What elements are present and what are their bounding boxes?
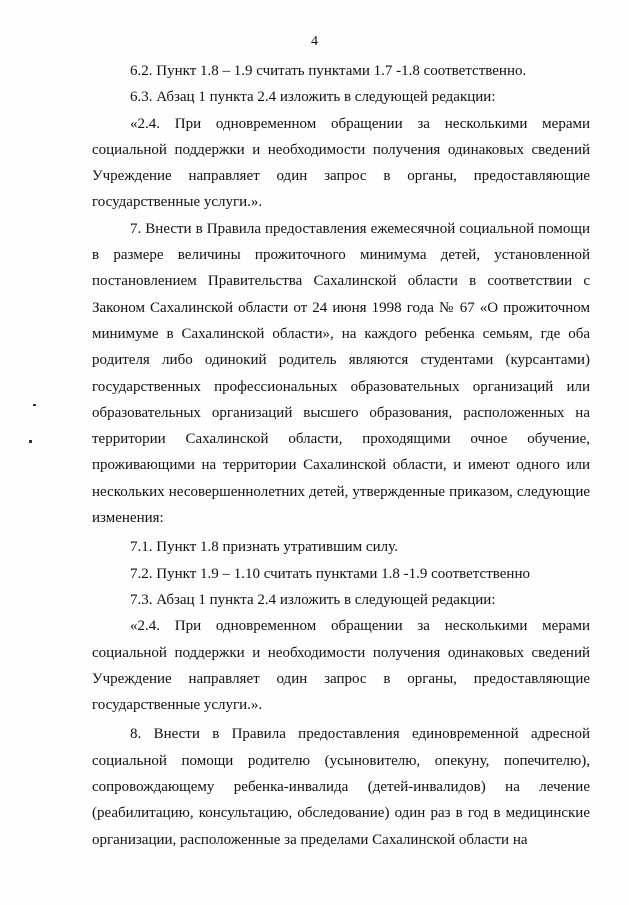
- paragraph-7: 7. Внести в Правила предоставления ежемесячной социальной помощи в размере величины прожиточного минимума детей, установленной постановлением Правительства Сахалинской области в соответствии с Законом Сахалинской области от 24 июня 1998 года № 67 «О прожиточном минимуме в Сахалинской области», на каждого ребенка семьям, где оба родителя либо одинокий родитель являются студентами (курсантами) государственных профессиональных образовательных организаций или образовательных организаций высшего образования, расположенных на территории Сахалинской области, проходящими очное обучение, проживающими на территории Сахалинской области, и имеют одного или нескольких несовершеннолетних детей, утвержденные приказом, следующие изменения:: [92, 220, 590, 527]
- paragraph-quote-2-4-second: «2.4. При одновременном обращении за несколькими мерами социальной поддержки и необходимости получения одинаковых сведений Учреждение направляет один запрос в органы, предоставляющие государственные услуги.».: [92, 618, 590, 714]
- paragraph-7-2: 7.2. Пункт 1.9 – 1.10 считать пунктами 1.8 -1.9 соответственно: [130, 565, 530, 582]
- paragraph-6-2: 6.2. Пункт 1.8 – 1.9 считать пунктами 1.7 -1.8 соответственно.: [130, 63, 527, 79]
- paragraph-8: 8. Внести в Правила предоставления единовременной адресной социальной помощи родителю (усыновителю, опекуну, попечителю), сопровождающему ребенка-инвалида (детей-инвалидов) на лечение (реабилитацию, консультацию, обследование) один раз в год в медицинские организации, расположенные за пределами Сахалинской области на: [92, 726, 590, 848]
- scan-mark-lower: [29, 440, 32, 443]
- paragraph-quote-2-4-first: «2.4. При одновременном обращении за несколькими мерами социальной поддержки и необходимости получения одинаковых сведений Учреждение направляет один запрос в органы, предоставляющие государственные услуги.».: [92, 115, 590, 211]
- scan-mark-upper: [33, 404, 36, 406]
- page-number: 4: [311, 34, 318, 49]
- paragraph-6-3: 6.3. Абзац 1 пункта 2.4 изложить в следующей редакции:: [130, 89, 496, 106]
- paragraph-7-3: 7.3. Абзац 1 пункта 2.4 изложить в следующей редакции:: [130, 591, 496, 608]
- document-body: [92, 58, 590, 853]
- paragraph-7-1: 7.1. Пункт 1.8 признать утратившим силу.: [130, 539, 398, 556]
